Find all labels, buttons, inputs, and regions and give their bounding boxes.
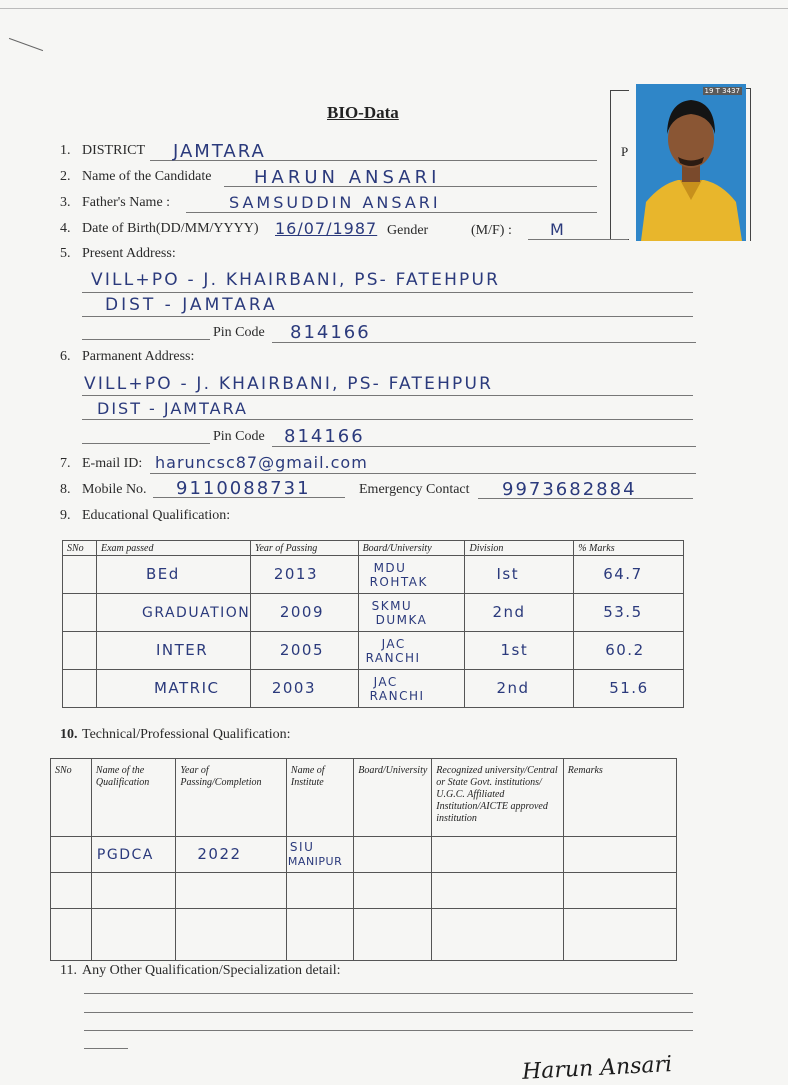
permanent-line2: DIST - JAMTARA (97, 399, 248, 418)
other-line-1 (84, 993, 693, 994)
mobile-row (60, 482, 147, 498)
tech-header-year: Year of Passing/Completion (176, 759, 287, 837)
edu-cell-division (465, 594, 574, 632)
district-number: 1. (60, 143, 71, 158)
signature: Harun Ansari (521, 1052, 673, 1085)
permanent-label: Parmanent Address: (82, 349, 195, 364)
table-row (51, 909, 677, 961)
edu-cell-exam (96, 632, 250, 670)
other-row (60, 963, 341, 979)
table-row (63, 594, 684, 632)
tech-cell-empty (286, 909, 353, 961)
tech-cell-empty (432, 909, 564, 961)
tech-cell-empty (563, 909, 676, 961)
tech-cell-empty (91, 873, 175, 909)
technical-number: 10. (60, 727, 78, 742)
mobile-value: 9110088731 (176, 478, 311, 499)
edu-year: 2005 (279, 641, 324, 659)
edu-header-board: Board/University (358, 541, 465, 556)
tech-cell-empty (176, 873, 287, 909)
tech-cell-empty (563, 873, 676, 909)
edu-exam: INTER (155, 641, 209, 659)
tech-cell-empty (432, 873, 564, 909)
tech-cell-empty (354, 873, 432, 909)
edu-header-exam: Exam passed (96, 541, 250, 556)
edu-year: 2009 (279, 603, 324, 621)
edu-marks: 64.7 (603, 565, 643, 583)
edu-board-line1: JAC (373, 674, 398, 689)
technical-title-row (60, 727, 291, 743)
scan-top-edge (0, 8, 788, 9)
present-line2: DIST - JAMTARA (105, 295, 278, 315)
father-value: SAMSUDDIN ANSARI (229, 193, 441, 212)
tech-header-board: Board/University (354, 759, 432, 837)
photo-frame (610, 90, 629, 240)
edu-number: 9. (60, 508, 71, 523)
tech-cell-name (91, 837, 175, 873)
candidate-photo-figure (636, 84, 746, 241)
edu-board-line2: RANCHI (369, 688, 425, 703)
edu-division: 1st (500, 641, 529, 659)
edu-cell-marks (574, 670, 684, 708)
table-row (63, 632, 684, 670)
gender-line (528, 239, 628, 240)
permanent-address-row (60, 349, 194, 365)
edu-board-line2: RANCHI (365, 650, 421, 665)
edu-cell-division (465, 556, 574, 594)
tech-cell-year (176, 837, 287, 873)
edu-title-row (60, 508, 230, 524)
tech-name: PGDCA (96, 846, 154, 863)
edu-year: 2003 (271, 679, 316, 697)
other-line-3 (84, 1030, 693, 1031)
edu-cell-exam (96, 556, 250, 594)
tech-header-name: Name of the Qualification (91, 759, 175, 837)
technical-label: Technical/Professional Qualification: (82, 727, 291, 742)
table-row (63, 670, 684, 708)
pen-mark (9, 38, 43, 51)
permanent-pin-blank (82, 443, 210, 444)
tech-header-remarks: Remarks (563, 759, 676, 837)
gender-label: Gender (387, 223, 429, 238)
edu-cell-sno (63, 594, 97, 632)
edu-cell-exam (96, 670, 250, 708)
tech-cell-recognized (432, 837, 564, 873)
edu-header-division: Division (465, 541, 574, 556)
photo-stamp: 19 T 3437 (704, 87, 740, 95)
present-pin-blank (82, 339, 210, 340)
photo-frame-right (746, 88, 751, 241)
mobile-label: Mobile No. (82, 482, 147, 497)
other-line-4 (84, 1048, 128, 1049)
mobile-number: 8. (60, 482, 71, 497)
edu-cell-sno (63, 556, 97, 594)
district-label: DISTRICT (82, 143, 145, 158)
present-number: 5. (60, 246, 71, 261)
edu-cell-board (358, 632, 465, 670)
table-row (51, 873, 677, 909)
candidate-value: HARUN ANSARI (254, 167, 441, 188)
edu-year: 2013 (273, 565, 318, 583)
education-table (62, 540, 684, 708)
edu-marks: 53.5 (603, 603, 643, 621)
father-row (60, 195, 170, 211)
email-value: haruncsc87@gmail.com (155, 453, 368, 472)
permanent-number: 6. (60, 349, 71, 364)
tech-inst-line2: MANIPUR (287, 855, 343, 868)
father-label: Father's Name : (82, 195, 171, 210)
father-number: 3. (60, 195, 71, 210)
table-row (51, 837, 677, 873)
emergency-label: Emergency Contact (359, 482, 470, 497)
present-pin-label: Pin Code (213, 325, 265, 340)
tech-header-recognized: Recognized university/Central or State Govt. institutions/ U.G.C. Affiliated Institution/AICTE approved institution (432, 759, 564, 837)
edu-cell-board (358, 670, 465, 708)
edu-header-marks: % Marks (574, 541, 684, 556)
tech-cell-board (354, 837, 432, 873)
tech-cell-empty (51, 909, 92, 961)
edu-cell-board (358, 594, 465, 632)
tech-cell-empty (286, 873, 353, 909)
edu-cell-marks (574, 632, 684, 670)
tech-header-institute: Name of Institute (286, 759, 353, 837)
present-underline-1 (82, 292, 693, 293)
edu-header-sno: SNo (63, 541, 97, 556)
edu-cell-division (465, 632, 574, 670)
tech-cell-empty (176, 909, 287, 961)
edu-cell-year (250, 670, 358, 708)
tech-cell-institute (286, 837, 353, 873)
tech-cell-empty (354, 909, 432, 961)
dob-label: Date of Birth(DD/MM/YYYY) (82, 221, 259, 236)
present-underline-2 (82, 316, 693, 317)
father-line (186, 212, 597, 213)
dob-row (60, 221, 259, 237)
permanent-line1: VILL+PO - J. KHAIRBANI, PS- FATEHPUR (84, 374, 494, 394)
edu-marks: 51.6 (609, 679, 649, 697)
tech-cell-empty (51, 873, 92, 909)
candidate-row (60, 169, 211, 185)
edu-cell-board (358, 556, 465, 594)
tech-year: 2022 (197, 845, 242, 863)
candidate-photo (636, 84, 746, 241)
other-label: Any Other Qualification/Specialization detail: (82, 963, 341, 978)
permanent-pin-label: Pin Code (213, 429, 265, 444)
edu-header-year: Year of Passing (250, 541, 358, 556)
tech-cell-sno (51, 837, 92, 873)
edu-cell-exam (96, 594, 250, 632)
edu-cell-year (250, 594, 358, 632)
edu-exam: GRADUATION (141, 604, 251, 621)
permanent-pin-value: 814166 (284, 426, 365, 447)
gender-hint: (M/F) : (471, 223, 512, 238)
edu-board-line2: DUMKA (375, 612, 428, 627)
edu-cell-marks (574, 556, 684, 594)
present-label: Present Address: (82, 246, 176, 261)
emergency-value: 9973682884 (502, 479, 637, 500)
edu-board-line1: SKMU (371, 598, 413, 613)
other-number: 11. (60, 963, 77, 978)
table-row (63, 556, 684, 594)
edu-board-line2: ROHTAK (369, 574, 428, 589)
email-label: E-mail ID: (82, 456, 143, 471)
other-line-2 (84, 1012, 693, 1013)
permanent-underline-2 (82, 419, 693, 420)
tech-inst-line1: SIU (289, 840, 315, 854)
edu-division: 2nd (492, 603, 526, 621)
candidate-label: Name of the Candidate (82, 169, 212, 184)
tech-cell-remarks (563, 837, 676, 873)
edu-division: 2nd (496, 679, 530, 697)
edu-cell-marks (574, 594, 684, 632)
edu-division: Ist (496, 565, 520, 583)
edu-cell-year (250, 556, 358, 594)
district-value: JAMTARA (173, 141, 266, 162)
email-row (60, 456, 142, 472)
present-address-row (60, 246, 176, 262)
technical-table (50, 758, 677, 961)
edu-label: Educational Qualification: (82, 508, 231, 523)
page-title: BIO-Data (327, 103, 399, 122)
tech-cell-empty (91, 909, 175, 961)
edu-marks: 60.2 (605, 641, 645, 659)
gender-value: M (550, 220, 566, 239)
technical-header-row (51, 759, 677, 837)
edu-cell-division (465, 670, 574, 708)
edu-board-line1: MDU (373, 560, 407, 575)
email-line (150, 473, 696, 474)
edu-board-line1: JAC (381, 636, 406, 651)
present-line1: VILL+PO - J. KHAIRBANI, PS- FATEHPUR (91, 270, 501, 290)
edu-cell-sno (63, 670, 97, 708)
dob-number: 4. (60, 221, 71, 236)
education-header-row (63, 541, 684, 556)
edu-exam: BEd (145, 565, 180, 583)
district-row (60, 143, 145, 159)
edu-exam: MATRIC (153, 679, 220, 697)
present-pin-value: 814166 (290, 322, 371, 343)
candidate-number: 2. (60, 169, 71, 184)
dob-value: 16/07/1987 (275, 219, 378, 238)
edu-cell-year (250, 632, 358, 670)
permanent-underline-1 (82, 395, 693, 396)
photo-side-letter: P (621, 144, 629, 159)
tech-header-sno: SNo (51, 759, 92, 837)
edu-cell-sno (63, 632, 97, 670)
email-number: 7. (60, 456, 71, 471)
